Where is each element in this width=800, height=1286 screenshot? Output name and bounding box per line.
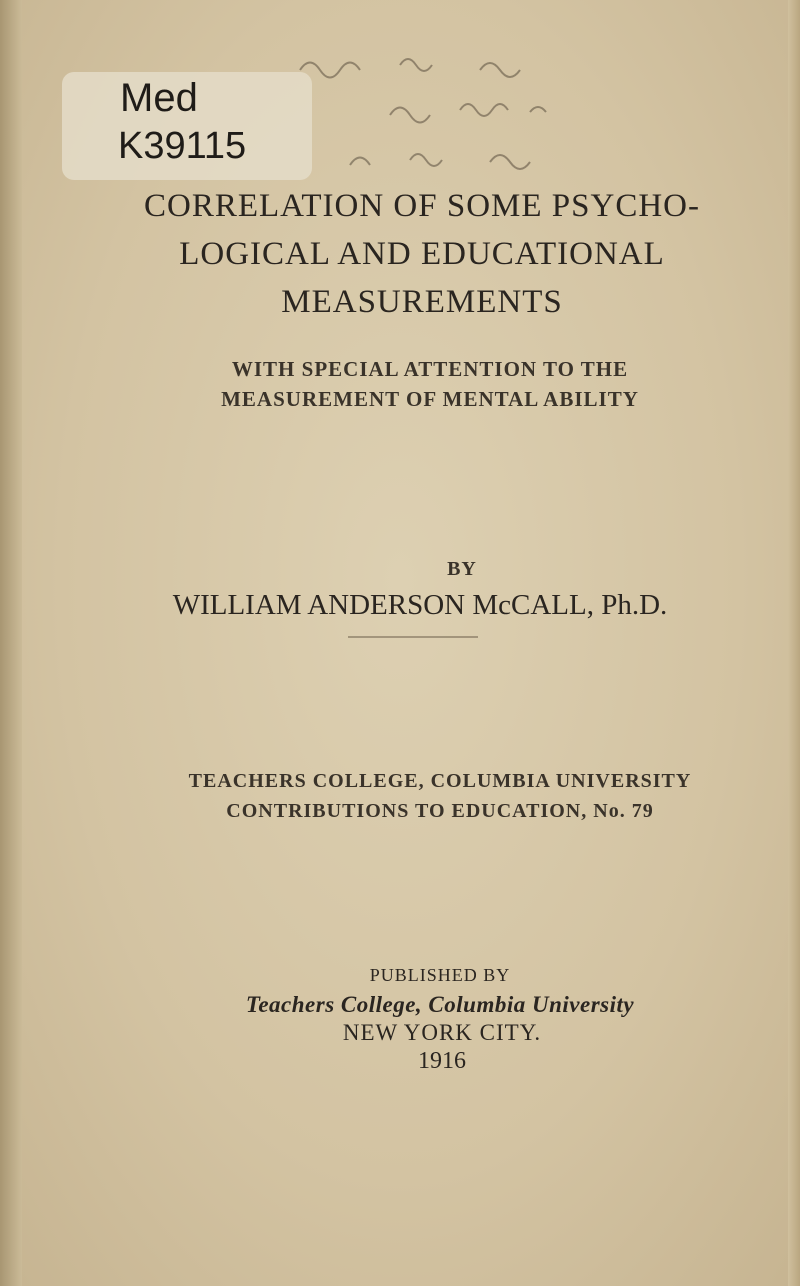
published-by-label: PUBLISHED BY — [369, 965, 511, 985]
series-line-1: TEACHERS COLLEGE, COLUMBIA UNIVERSITY — [188, 770, 692, 792]
publisher-city: NEW YORK CITY. — [342, 1020, 542, 1045]
handwritten-annotation — [290, 40, 590, 180]
series-line-2: CONTRIBUTIONS TO EDUCATION, No. 79 — [226, 800, 654, 822]
subtitle-line-2: MEASUREMENT OF MENTAL ABILITY — [221, 387, 639, 411]
title-line-2: LOGICAL AND EDUCATIONAL — [179, 236, 665, 272]
page-left-edge — [0, 0, 22, 1286]
subtitle-line-1: WITH SPECIAL ATTENTION TO THE — [231, 357, 629, 381]
library-label-callnumber: K39115 — [118, 125, 247, 167]
by-label: BY — [447, 558, 477, 580]
publication-year: 1916 — [418, 1048, 466, 1074]
library-label-shelf: Med — [120, 76, 198, 120]
divider-rule — [348, 636, 478, 638]
publisher-name: Teachers College, Columbia University — [245, 992, 635, 1017]
author-name: WILLIAM ANDERSON McCALL, Ph.D. — [172, 589, 668, 621]
title-line-1: CORRELATION OF SOME PSYCHO- — [144, 188, 700, 224]
title-line-3: MEASUREMENTS — [281, 284, 563, 320]
